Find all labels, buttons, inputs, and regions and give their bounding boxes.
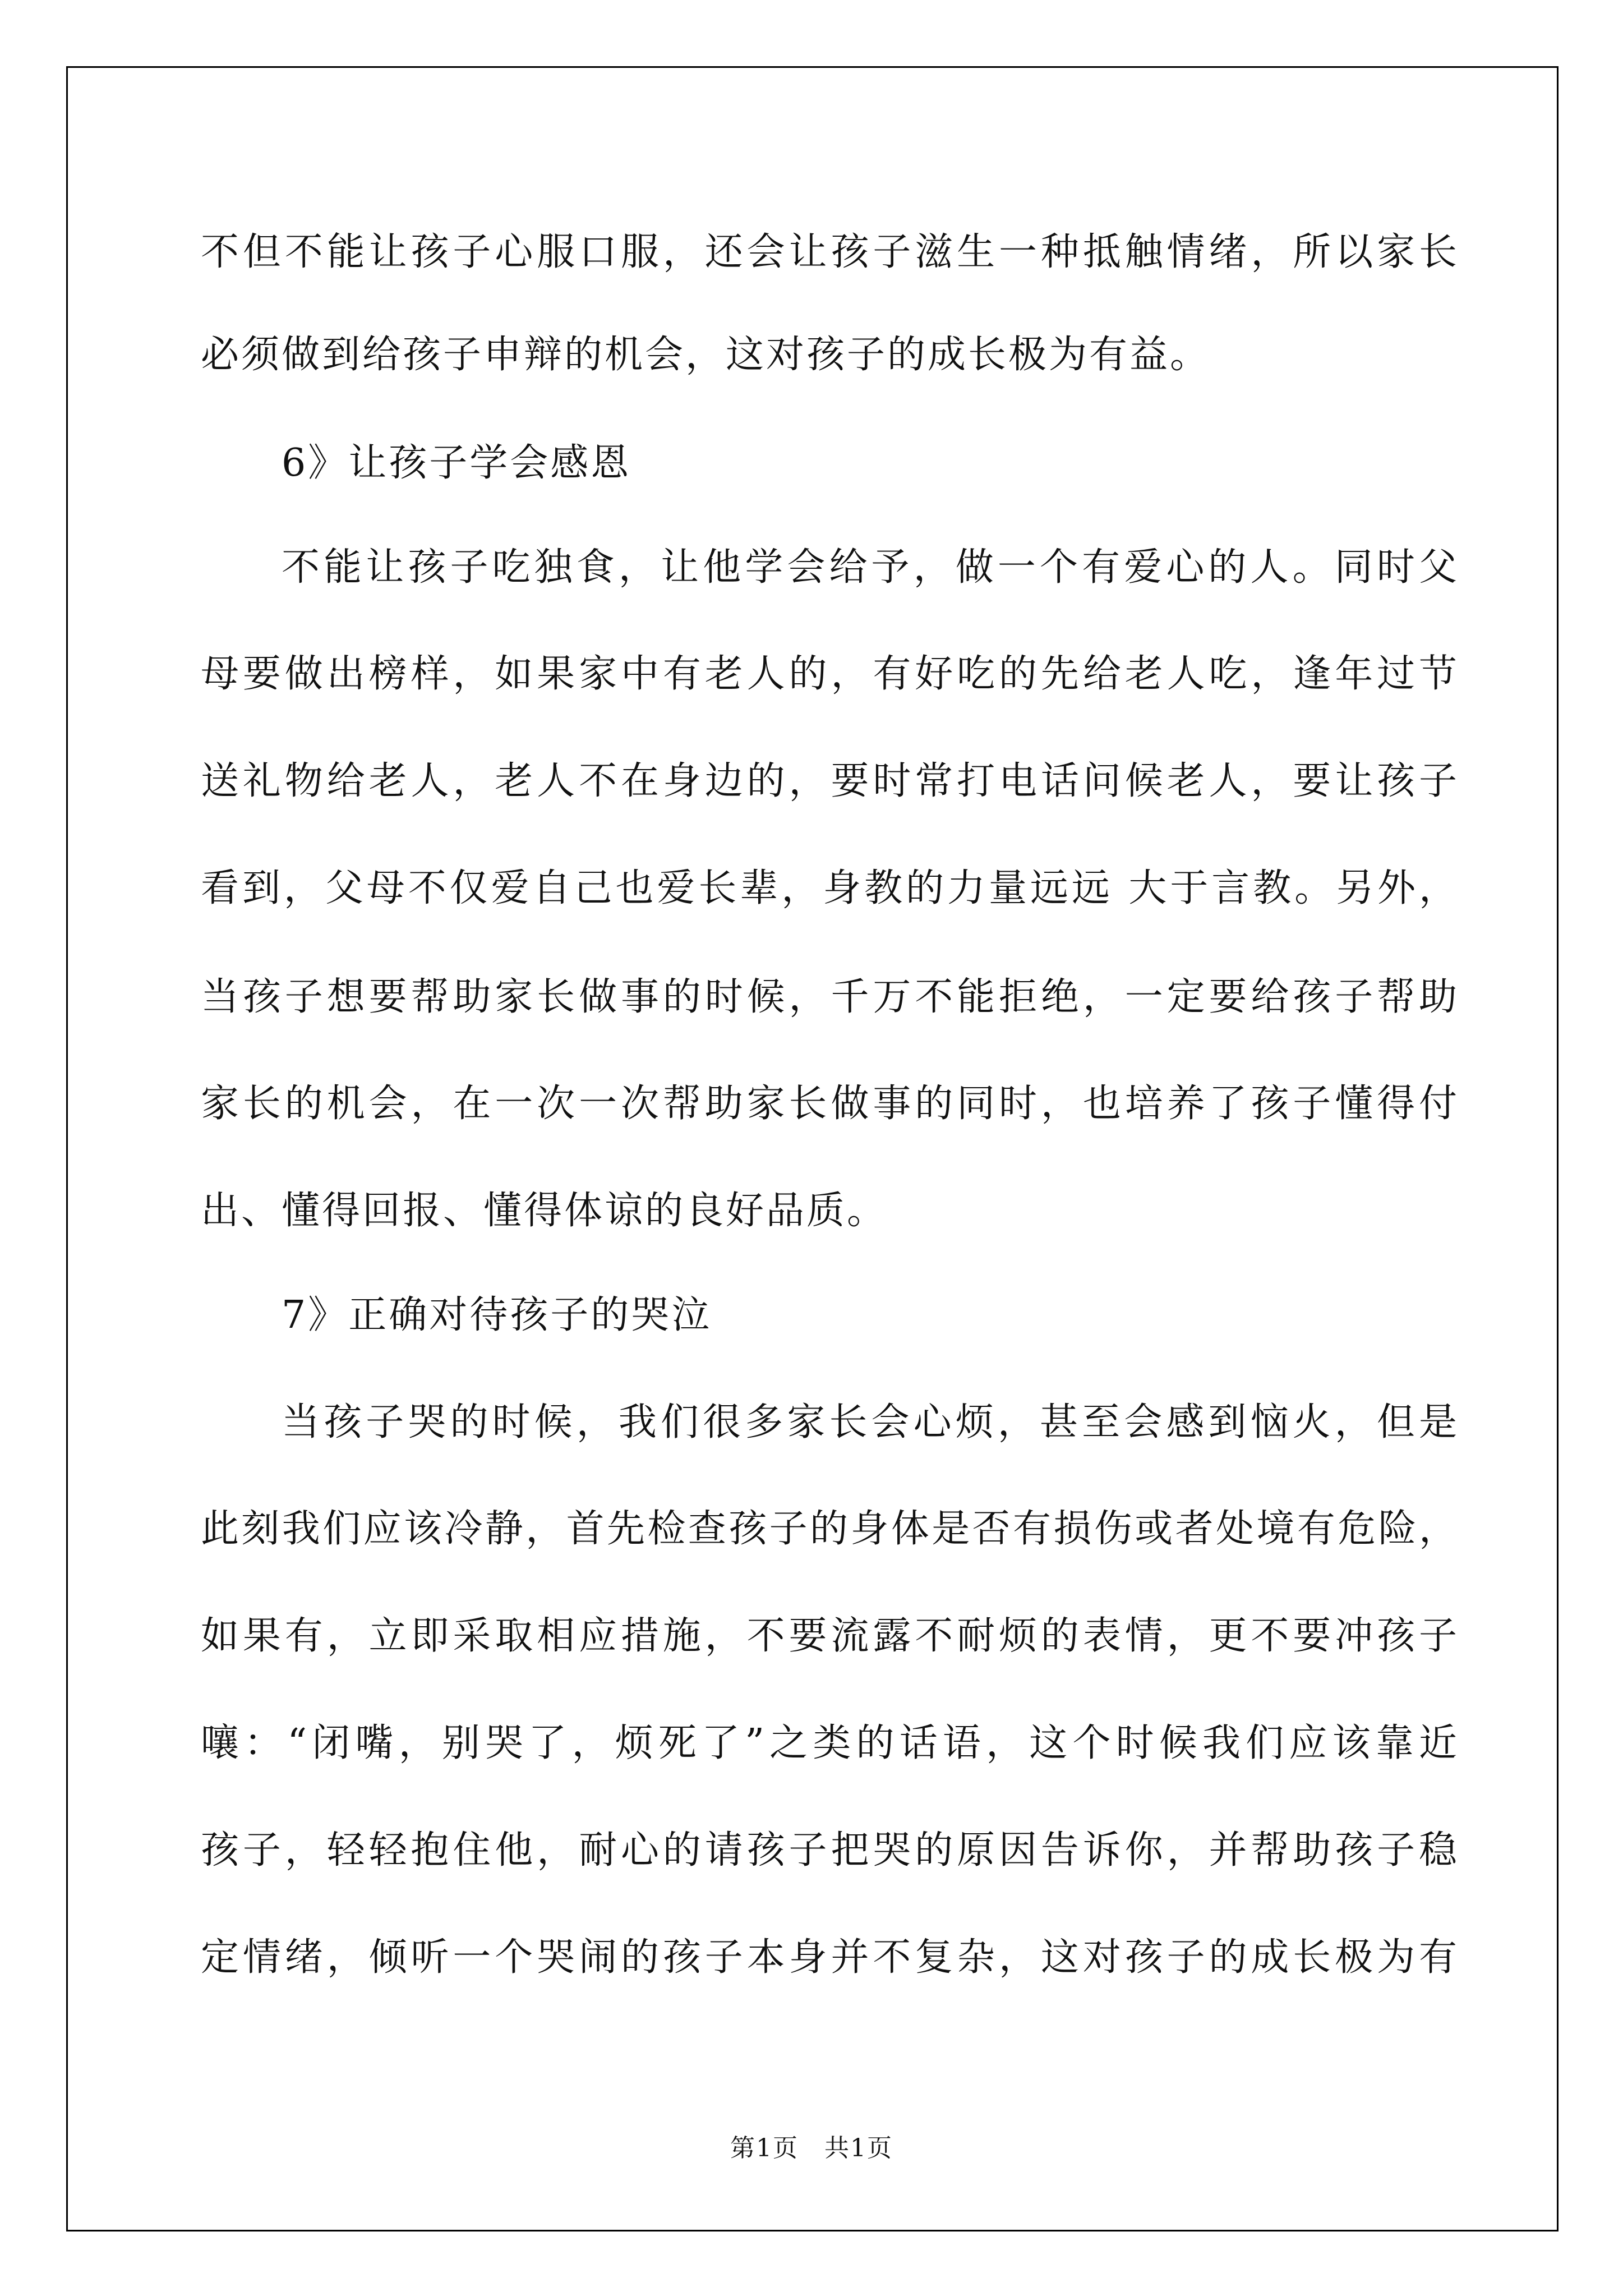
section-heading: 6》让孩子学会感恩 (282, 441, 631, 485)
text-line: 如果有，立即采取相应措施，不要流露不耐烦的表情，更不要冲孩子 (201, 1614, 1459, 1658)
text-line: 此刻我们应该冷静，首先检查孩子的身体是否有损伤或者处境有危险， (201, 1507, 1459, 1551)
text-line: 嚷：“闭嘴，别哭了，烦死了”之类的话语，这个时候我们应该靠近 (201, 1721, 1459, 1765)
text-line: 定情绪，倾听一个哭闹的孩子本身并不复杂，这对孩子的成长极为有 (201, 1935, 1459, 1980)
text-line: 看到，父母不仅爱自己也爱长辈，身教的力量远远 大于言教。另外， (201, 866, 1459, 910)
text-line: 送礼物给老人，老人不在身边的，要时常打电话问候老人，要让孩子 (201, 759, 1459, 803)
text-line: 不能让孩子吃独食，让他学会给予，做一个有爱心的人。同时父 (282, 545, 1459, 590)
text-line: 出、懂得回报、懂得体谅的良好品质。 (201, 1189, 888, 1233)
text-line: 当孩子想要帮助家长做事的时候，千万不能拒绝，一定要给孩子帮助 (201, 975, 1459, 1019)
text-line: 当孩子哭的时候，我们很多家长会心烦，甚至会感到恼火，但是 (282, 1400, 1459, 1444)
text-line: 孩子，轻轻抱住他，耐心的请孩子把哭的原因告诉你，并帮助孩子稳 (201, 1828, 1459, 1872)
text-line: 家长的机会，在一次一次帮助家长做事的同时，也培养了孩子懂得付 (201, 1082, 1459, 1126)
text-line: 母要做出榜样，如果家中有老人的，有好吃的先给老人吃，逢年过节 (201, 652, 1459, 696)
page-footer: 第1页 共1页 (730, 2134, 893, 2162)
text-line: 必须做到给孩子申辩的机会，这对孩子的成长极为有益。 (201, 333, 1211, 377)
text-line: 不但不能让孩子心服口服，还会让孩子滋生一种抵触情绪，所以家长 (201, 230, 1459, 274)
section-heading: 7》正确对待孩子的哭泣 (282, 1293, 712, 1337)
